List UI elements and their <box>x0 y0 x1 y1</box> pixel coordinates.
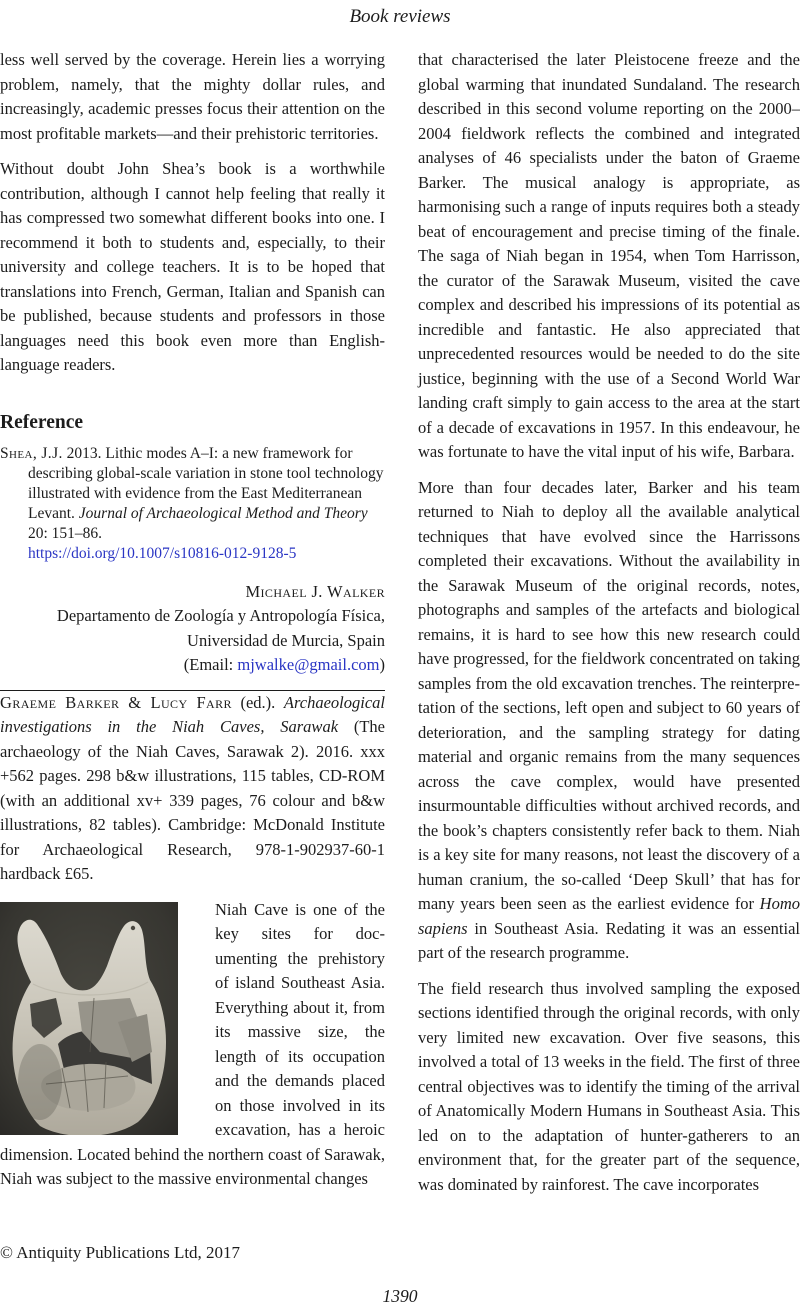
book-title: Archaeological investigations in the Niah Caves, Sarawak <box>0 692 385 736</box>
reference-journal: Journal of Archaeological Method and Theory <box>78 504 368 522</box>
book-citation <box>0 691 385 887</box>
book-editors: Graeme Barker & Lucy Farr <box>0 692 232 712</box>
review-body <box>0 898 385 1192</box>
reviewer-name: Michael J. Walker <box>245 581 385 601</box>
artefact-photo <box>0 902 178 1135</box>
reference-heading: Reference <box>0 411 83 433</box>
reference-title: 2013. Lithic modes A–I: a new framework for describing global-scale variation in stone tool technology illustrated with evidence from the East Mediterranean Levant. <box>28 444 384 522</box>
review-paragraph: less well served by the coverage. Herein lies a worrying problem, namely, that the mighty dollar rules, and increasingly, academic presses focus their attention on the most profitable markets—and their prehistoric territories. <box>0 50 385 143</box>
book-publication-details: (The archaeology of the Niah Caves, Sarawak 2). 2016. xxx +562 pages. 298 b&w illustrations, 115 tables, CD-ROM (with an additional xv+ 339 pages, 76 colour and b&w illustrations, 82 tables). Cambridge: McDonald Institute for Archaeological Research, 978-1-902937-60-1 hardback £65. <box>0 717 385 883</box>
doi-link[interactable]: https://doi.org/10.1007/s10816-012-9128-5 <box>28 544 297 562</box>
reviewer-email-line <box>0 653 385 678</box>
reference-pages: 20: 151–86. <box>28 524 103 542</box>
reviewer-affiliation-line2: Universidad de Murcia, Spain <box>187 630 385 650</box>
reference-entry <box>0 444 385 564</box>
page-number: 1390 <box>382 1286 418 1306</box>
reference-authors: Shea, J.J. <box>0 444 63 462</box>
review-paragraph <box>418 476 800 966</box>
species-name: Homo sapiens <box>418 894 800 938</box>
left-column <box>0 48 385 1197</box>
email-label: (Email: <box>183 655 238 674</box>
copyright-notice: © Antiquity Publications Ltd, 2017 <box>0 1243 241 1262</box>
right-column <box>418 48 800 1197</box>
author-signature-block <box>0 580 385 678</box>
review-body-text: Niah Cave is one of the key sites for documenting the prehistory of island Southeast Asia. Everything about it, from its massive size, the length of its occupation and the demands placed on those involved in its excavation, has a heroic dimension. Located behind the northern coast of Sarawak, Niah was subject to the massive environmental changes <box>0 899 385 1188</box>
review-paragraph: that characterised the later Pleistocene freeze and the global warming that inundated Sundaland. The research described in this second volume reporting on the 2000–2004 fieldwork reflects the combined and integrated analyses of 46 specialists under the baton of Graeme Barker. The musical analogy is appropriate, as harmonising such a range of inputs requires both a steady beat of encouragement and precise timing of the finale. The saga of Niah began in 1954, when Tom Harrisson, the curator of the Sarawak Museum, visited the cave complex and described his impressions of its potential as incredible and fantastic. He also appreciated that unprecedented resources would be needed to do the site justice, beginning with the use of a Second World War landing craft simply to gain access to the area at the start of a decade of excavations in 1957. In this endeavour, he was fortunate to have the vital input of his wife, Barbara. <box>418 50 800 461</box>
review-paragraph: The field research thus involved sampling the exposed sections identified through the original records, with only very limited new excavation. Over five seasons, this involved a total of 13 weeks in the field. The first of three central objectives was to identify the timing of the arrival of Anatomically Modern Humans in Southeast Asia. This led on to the adaptation of hunter-gatherers to an environment that, for the greater part of the sequence, was dominated by rainforest. The cave incorporates <box>418 978 800 1194</box>
email-close-paren: ) <box>379 655 385 674</box>
two-column-layout <box>0 48 800 1197</box>
editors-note: (ed.). <box>231 692 284 712</box>
paragraph-text: in Southeast Asia. Redating it was an essential part of the research programme. <box>418 918 800 962</box>
reviewer-affiliation-line1: Departamento de Zoología y Antropología Física, <box>56 606 385 625</box>
running-head: Book reviews <box>349 6 451 27</box>
paragraph-text: More than four decades later, Barker and his team returned to Niah to deploy all the available analytical techniques that have evolved since the Harrissons completed their excavations. Without the availability in the Sarawak Museum of the original records, notes, photographs and samples of the artefacts and biological remains, it is hard to see how this new research could have progressed, for the fieldwork concentrated on taking samples from the old excavation trenches. The reinterpretation of the sections, left open and subject to 60 years of deterioration, and the sampling strategy for dating material and organic remains from the many sequences across the cave complex, would have presented insurmountable difficulties without archived records, and the book’s chapters consistently refer back to them. Niah is a key site for many reasons, not least the discovery of a human cranium, the so-called ‘Deep Skull’ that has for many years been seen as the earliest evidence for <box>418 477 800 913</box>
review-paragraph: Without doubt John Shea’s book is a worthwhile contribution, although I cannot help feeling that really it has compressed two somewhat different books into one. I recommend it both to students and, especially, to their university and college teachers. It is to be hoped that translations into French, German, Italian and Spanish can be published, because students and professors in those languages need this book even more than English-language readers. <box>0 159 385 374</box>
email-link[interactable]: mjwalke@gmail.com <box>237 655 380 674</box>
